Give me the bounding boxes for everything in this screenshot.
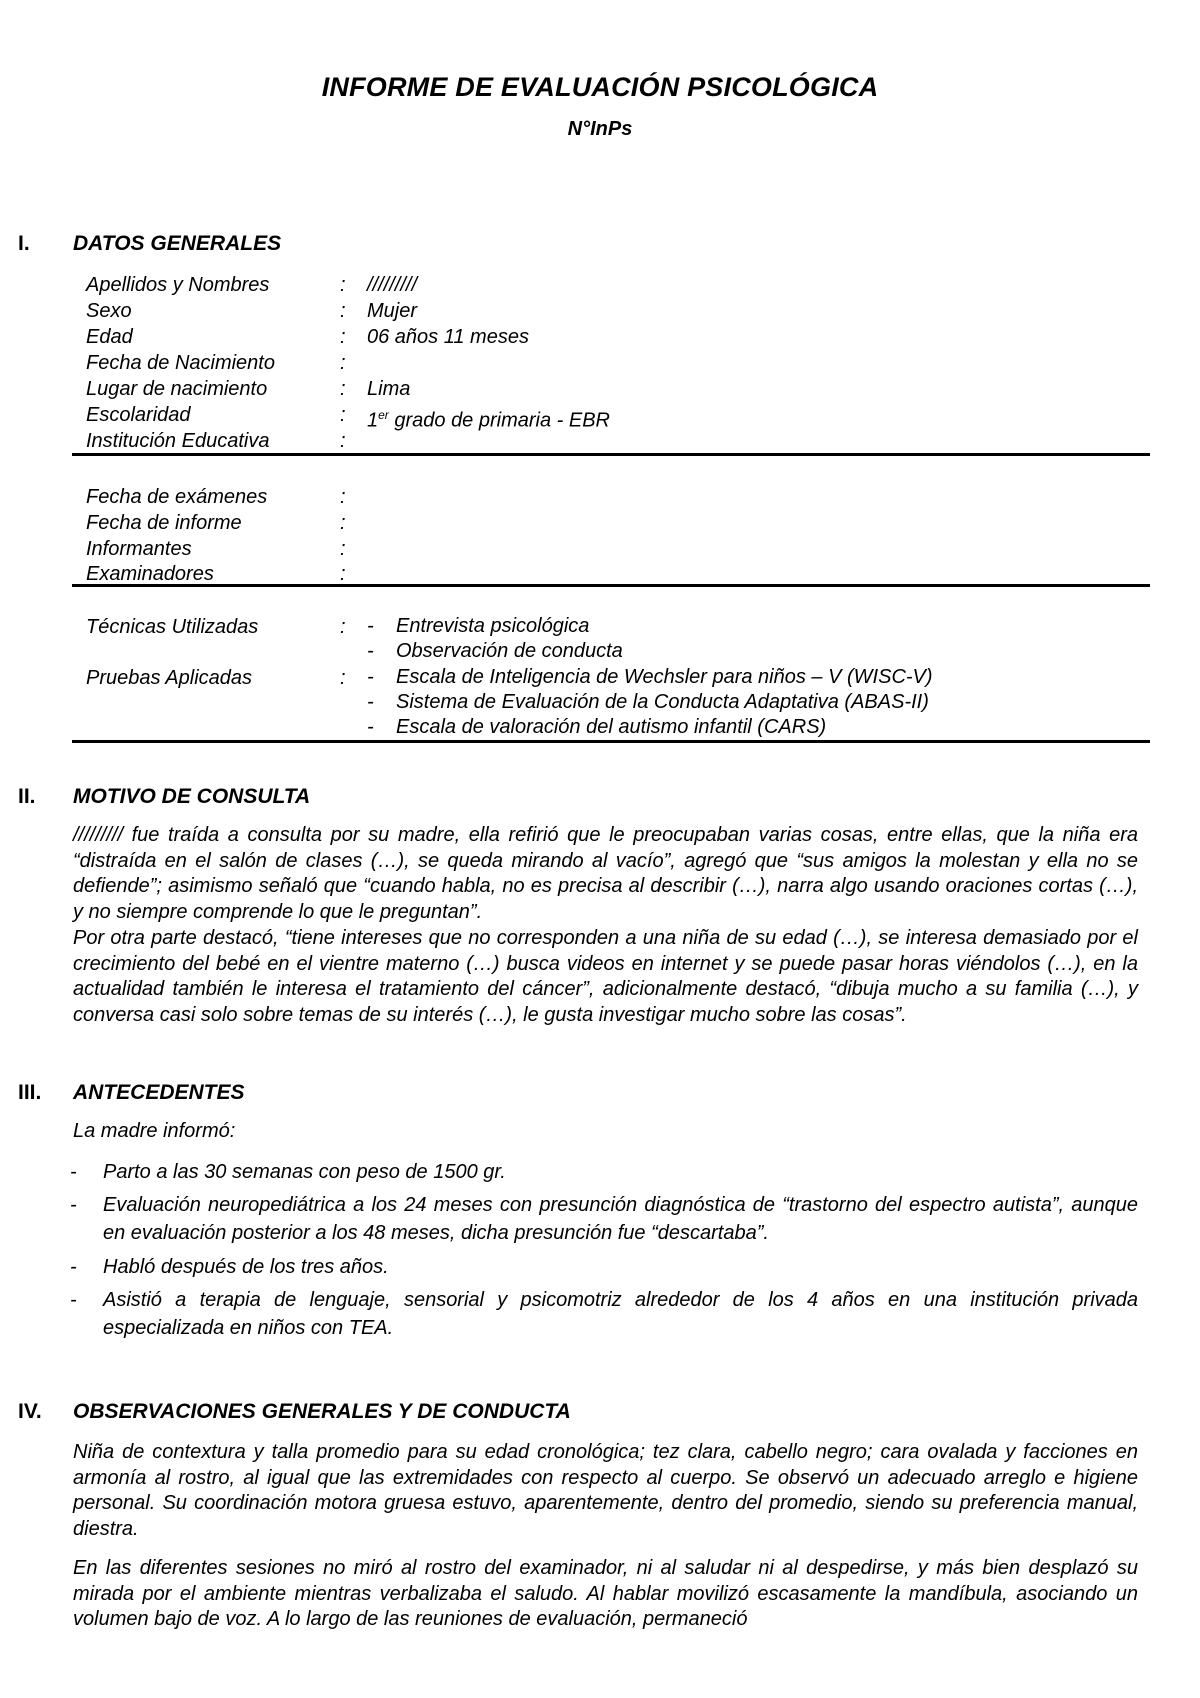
list-dash: - [367,666,374,688]
field-colon: : [340,300,346,322]
list-item: Evaluación neuropediátrica a los 24 meses con presunción diagnóstica de “trastorno del espectro autista”, aunque en evaluación posterior a los 48 meses, dicha presunción fue “descartaba”. [103,1194,1138,1244]
field-label: Apellidos y Nombres [86,274,270,296]
field-value-sexo: Mujer [367,300,418,322]
field-colon: : [340,563,346,585]
list-dash: - [70,1289,77,1311]
field-label: Técnicas Utilizadas [86,616,259,638]
report-title: INFORME DE EVALUACIÓN PSICOLÓGICA [321,72,879,102]
list-dash: - [70,1256,77,1278]
list-dash: - [367,640,374,662]
report-number: N°InPs [567,118,633,140]
section-title-antecedentes: ANTECEDENTES [73,1081,245,1104]
test-item: Escala de Inteligencia de Wechsler para niños – V (WISC-V) [396,666,933,688]
field-label: Lugar de nacimiento [86,378,268,400]
field-label: Fecha de Nacimiento [86,352,275,374]
field-colon: : [340,430,346,452]
field-label: Informantes [86,538,192,560]
list-item: Habló después de los tres años. [103,1256,389,1278]
field-label: Edad [86,326,133,348]
paragraph: En las diferentes sesiones no miró al rostro del examinador, ni al saludar ni al despedirse, y más bien desplazó su mirada por el ambiente mientras verbalizaba el saludo. Al hablar movilizó escasamente la mandíbula, asociando un volumen bajo de voz. A lo largo de las reuniones de evaluación, permaneció [73,1557,1138,1631]
field-colon: : [340,538,346,560]
field-label: Sexo [86,300,132,322]
field-colon: : [340,326,346,348]
technique-item: Observación de conducta [396,640,623,662]
test-item: Escala de valoración del autismo infantil (CARS) [396,716,827,738]
field-colon: : [340,616,346,638]
section-number: I. [18,232,30,255]
test-item: Sistema de Evaluación de la Conducta Adaptativa (ABAS-II) [396,691,929,713]
technique-item: Entrevista psicológica [396,615,590,637]
section-number: II. [18,785,36,808]
field-colon: : [340,667,346,689]
list-dash: - [70,1161,77,1183]
paragraph: Por otra parte destacó, “tiene intereses que no corresponden a una niña de su edad (…), se interesa demasiado por el crecimiento del bebé en el vientre materno (…) busca videos en internet y se puede pasar horas viéndolos (…), en la actualidad también le interesa el tratamiento del cáncer”, adicionalmente destacó, “dibuja mucho a su familia (…), y conversa casi solo sobre temas de su interés (…), le gusta investigar mucho sobre las cosas”. [73,927,1138,1026]
list-dash: - [70,1194,77,1216]
field-colon: : [340,378,346,400]
field-label: Pruebas Aplicadas [86,667,253,689]
list-dash: - [367,615,374,637]
field-label: Fecha de exámenes [86,486,268,508]
field-label: Institución Educativa [86,430,270,452]
field-value-edad: 06 años 11 meses [367,326,529,348]
field-colon: : [340,352,346,374]
divider [72,453,1150,456]
section-number: IV. [18,1400,42,1423]
field-colon: : [340,486,346,508]
section-title-datos-generales: DATOS GENERALES [73,232,282,255]
list-item: Asistió a terapia de lenguaje, sensorial y psicomotriz alrededor de los 4 años en una institución privada especializada en niños con TEA. [103,1289,1138,1339]
list-item: Parto a las 30 semanas con peso de 1500 gr. [103,1161,506,1183]
field-label: Fecha de informe [86,512,242,534]
section-title-observaciones: OBSERVACIONES GENERALES Y DE CONDUCTA [73,1400,571,1423]
divider [72,740,1150,743]
field-label: Examinadores [86,563,214,585]
field-colon: : [340,274,346,296]
list-dash: - [367,716,374,738]
section-title-motivo-consulta: MOTIVO DE CONSULTA [73,785,311,808]
field-label: Escolaridad [86,404,191,426]
field-value-escolaridad: 1er grado de primaria - EBR [367,408,610,432]
field-value-lugar-nacimiento: Lima [367,378,411,400]
field-colon: : [340,404,346,426]
paragraph: Niña de contextura y talla promedio para su edad cronológica; tez clara, cabello negro; cara ovalada y facciones en armonía al rostro, al igual que las extremidades con respecto al cuerpo. Se observó un adecuado arreglo e higiene personal. Su coordinación motora gruesa estuvo, aparentemente, dentro del promedio, siendo su preferencia manual, diestra. [73,1441,1138,1540]
section-number: III. [18,1081,42,1104]
field-value-nombres: ///////// [367,274,418,296]
divider [72,584,1150,587]
list-dash: - [367,691,374,713]
antecedentes-intro: La madre informó: [73,1120,236,1142]
paragraph: ///////// fue traída a consulta por su madre, ella refirió que le preocupaban varias cosas, entre ellas, que la niña era “distraída en el salón de clases (…), se queda mirando al vacío”, agregó que “sus amigos la molestan y ella no se defiende”; asimismo señaló que “cuando habla, no es precisa al describir (…), narra algo usando oraciones cortas (…), y no siempre comprende lo que le preguntan”. [73,824,1138,923]
field-colon: : [340,512,346,534]
